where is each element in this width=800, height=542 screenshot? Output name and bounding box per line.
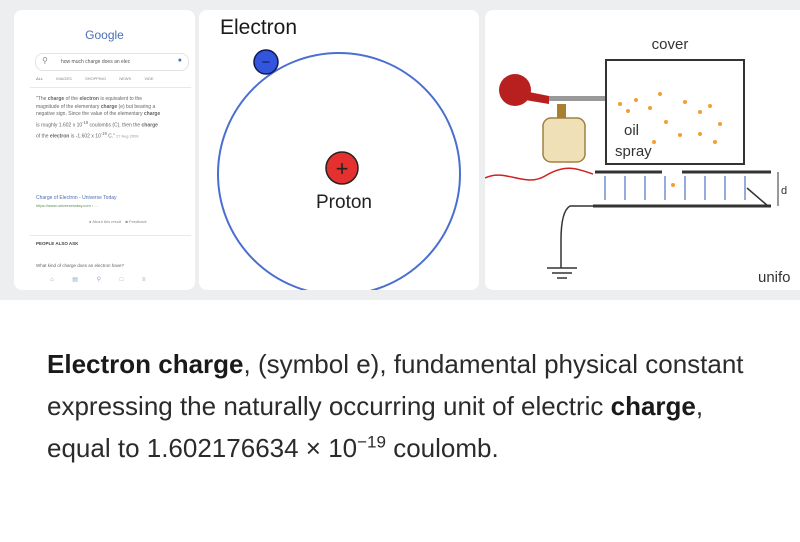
source-title: Charge of Electron - Universe Today xyxy=(36,195,117,201)
pointer-arrow xyxy=(747,188,768,206)
atomizer-bulb xyxy=(499,74,531,106)
red-wire xyxy=(485,168,593,180)
source-url: https://www.universetoday.com › ... xyxy=(36,203,98,208)
related-question: What kind of charge does an electron have? xyxy=(36,263,125,268)
caption-bold-word: charge xyxy=(610,391,696,421)
search-query: how much charge does an elec xyxy=(61,59,131,65)
oil-drop-diagram xyxy=(485,10,800,290)
google-logo: Google xyxy=(85,28,124,42)
electron-label: Electron xyxy=(220,16,298,39)
caption-text-2: , equal to 1.602176634 × 10 xyxy=(47,391,704,463)
info-icon: ● xyxy=(89,219,92,224)
d-label: d xyxy=(781,185,788,197)
tab-news: NEWS xyxy=(119,76,132,81)
caption-text-3: coulomb. xyxy=(385,433,499,463)
electron-sign: − xyxy=(261,54,271,71)
divider xyxy=(30,87,191,88)
divider xyxy=(30,235,191,236)
menu-icon: ≡ xyxy=(142,277,146,283)
tab-videos: VIDE xyxy=(144,76,154,81)
atomizer-tube xyxy=(549,96,605,101)
search-bar xyxy=(35,53,189,71)
atom-diagram-image[interactable] xyxy=(199,10,479,290)
cover-label: cover xyxy=(651,36,689,53)
ground-wire xyxy=(561,206,593,268)
tab-shopping: SHOPPING xyxy=(84,76,107,81)
google-result-image[interactable] xyxy=(14,10,195,290)
tab-images: IMAGES xyxy=(56,76,72,81)
about-result-row xyxy=(89,219,147,224)
featured-snippet: "The charge of the electron is equivalent to the magnitude of the elementary charge (e) but bearing a negative sign. Since the value of the elementary charge is roughly 1.602 x $10^{-19}$ coulombs (C), then the charge of the electron is -1.602 x $10^{-19}$ C." 27 Aug 2009 xyxy=(36,96,161,140)
search-icon: ⚲ xyxy=(96,277,102,283)
spray-label: spray xyxy=(615,143,652,160)
caption-exponent: −19 xyxy=(357,432,386,452)
caption-text-1: , (symbol e), fundamental physical constant expressing the naturally occurring unit of electric xyxy=(47,349,744,421)
people-also-ask-heading: PEOPLE ALSO ASK xyxy=(36,241,79,246)
uniform-label: unifo xyxy=(758,269,791,286)
proton-label: Proton xyxy=(316,192,372,213)
home-icon: ⌂ xyxy=(50,277,54,283)
tab-all: ALL xyxy=(36,76,44,81)
proton-sign: + xyxy=(335,156,349,181)
oil-drop-diagram-image[interactable] xyxy=(485,10,800,290)
microphone-icon: ● xyxy=(177,57,182,64)
print-icon: ▤ xyxy=(72,277,78,283)
definition-caption xyxy=(47,343,747,469)
tabs-icon: □ xyxy=(119,277,124,283)
caption-term: Electron charge xyxy=(47,349,244,379)
oil-label: oil xyxy=(624,122,640,139)
atomizer-neck xyxy=(525,92,549,104)
atomizer-bottle xyxy=(543,118,585,162)
feedback-link: Feedback xyxy=(129,219,147,224)
search-tabs xyxy=(36,76,166,81)
field-arrows xyxy=(605,176,745,200)
atom-diagram xyxy=(199,10,479,290)
atomizer-stem xyxy=(557,104,566,118)
bottom-nav xyxy=(50,276,163,283)
feedback-icon: ■ xyxy=(125,219,128,224)
search-icon: ⚲ xyxy=(42,56,48,65)
about-result: About this result xyxy=(92,219,121,224)
